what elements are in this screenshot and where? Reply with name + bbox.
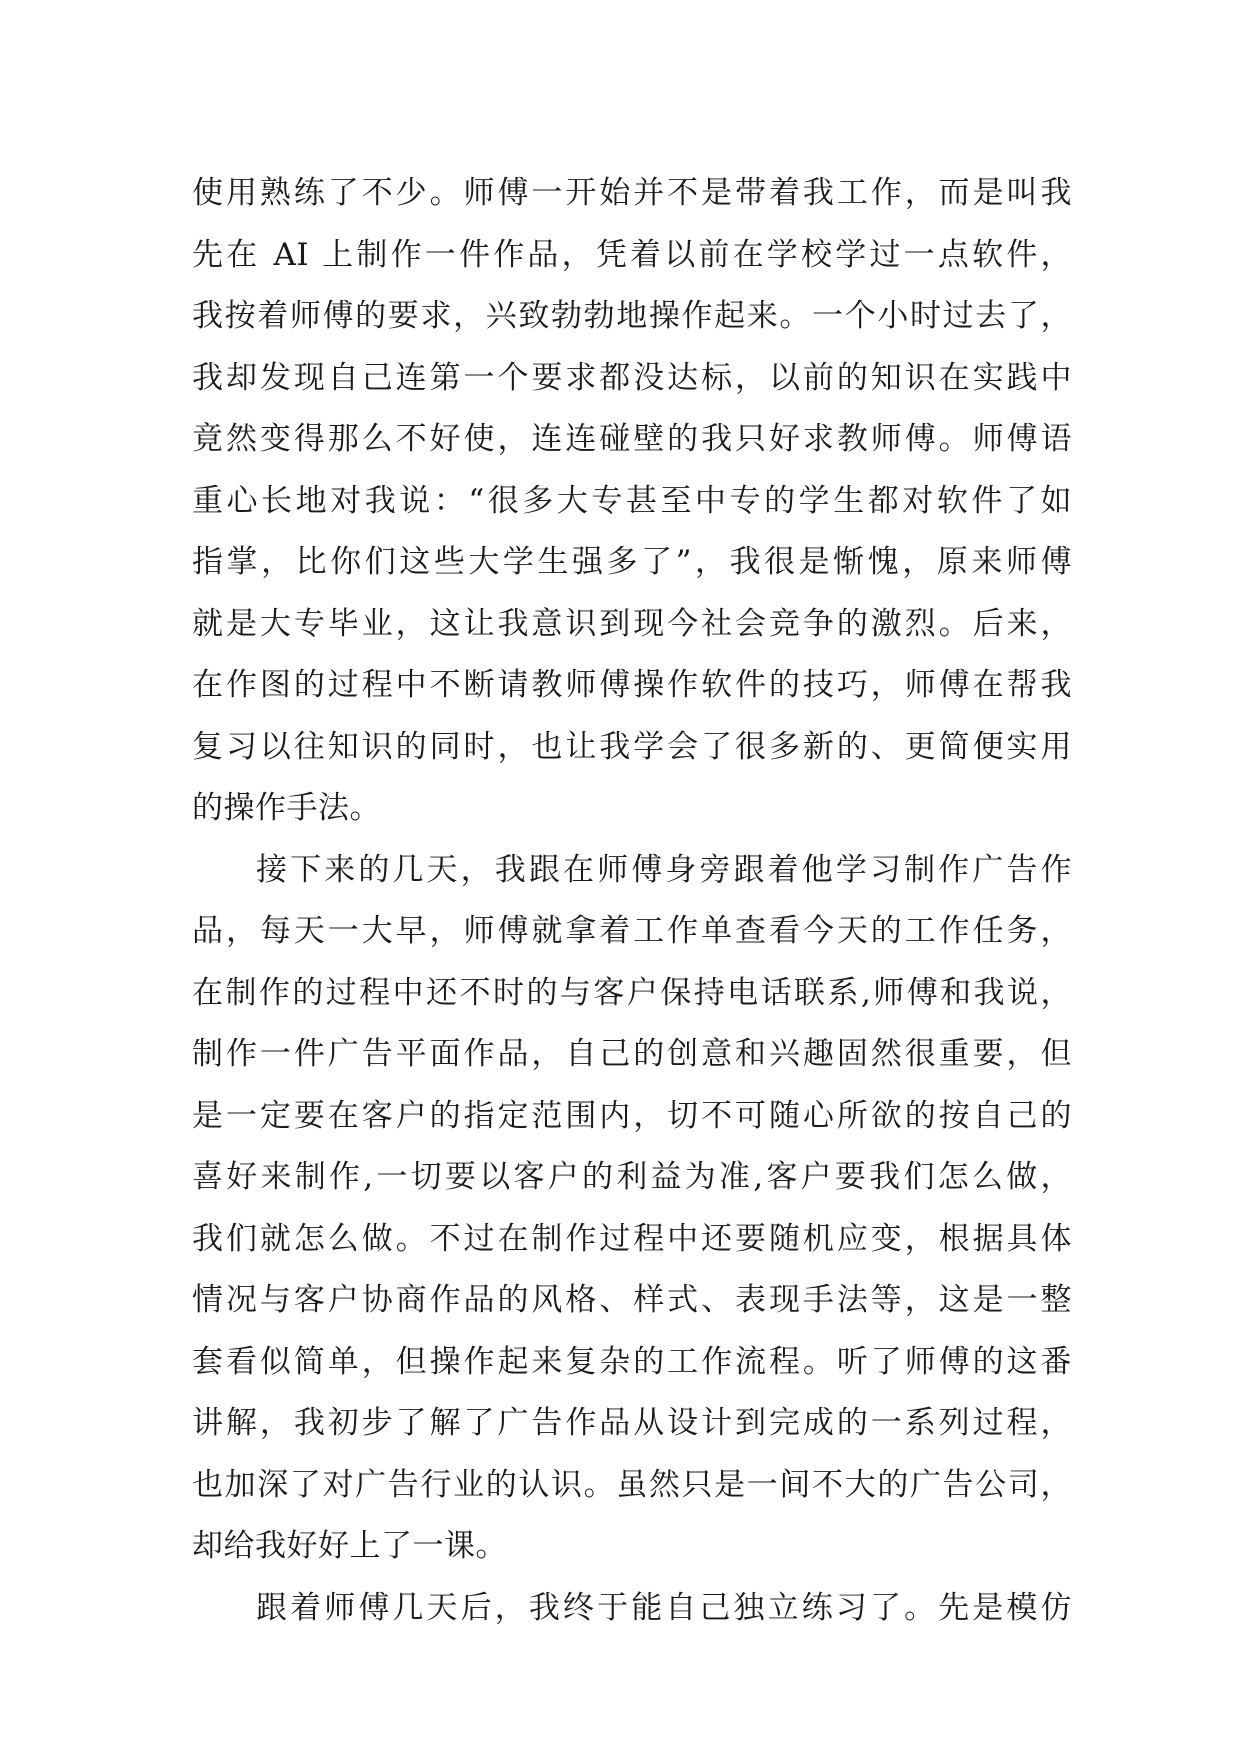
text-line: 在制作的过程中还不时的与客户保持电话联系,师傅和我说， — [192, 974, 1072, 1011]
text-line: 重心长地对我说：“很多大专甚至中专的学生都对软件了如 — [192, 482, 1072, 519]
text-line: 竟然变得那么不好使，连连碰壁的我只好求教师傅。师傅语 — [192, 421, 1072, 457]
paragraph-first-line: 跟着师傅几天后，我终于能自己独立练习了。先是模仿 — [256, 1589, 1072, 1626]
text-line: 是一定要在客户的指定范围内，切不可随心所欲的按自己的 — [192, 1097, 1072, 1134]
text-line: 品，每天一大早，师傅就拿着工作单查看今天的工作任务， — [192, 913, 1072, 949]
text-line: 使用熟练了不少。师傅一开始并不是带着我工作，而是叫我 — [192, 175, 1072, 211]
text-line: 先在 AI 上制作一件作品，凭着以前在学校学过一点软件， — [192, 236, 1072, 273]
text-line: 在作图的过程中不断请教师傅操作软件的技巧，师傅在帮我 — [192, 667, 1072, 703]
text-line: 复习以往知识的同时，也让我学会了很多新的、更简便实用 — [192, 728, 1072, 765]
text-line: 就是大专毕业，这让我意识到现今社会竞争的激烈。后来， — [192, 605, 1072, 642]
body-text — [192, 163, 1072, 1639]
text-line: 套看似简单，但操作起来复杂的工作流程。听了师傅的这番 — [192, 1343, 1072, 1380]
text-line: 讲解，我初步了解了广告作品从设计到完成的一系列过程， — [192, 1405, 1072, 1441]
text-line: 也加深了对广告行业的认识。虽然只是一间不大的广告公司， — [192, 1466, 1072, 1503]
text-line: 情况与客户协商作品的风格、样式、表现手法等，这是一整 — [192, 1282, 1072, 1318]
text-line: 喜好来制作,一切要以客户的利益为准,客户要我们怎么做， — [192, 1159, 1072, 1195]
text-line: 我却发现自己连第一个要求都没达标，以前的知识在实践中 — [192, 359, 1072, 396]
text-line: 却给我好好上了一课。 — [192, 1528, 507, 1564]
text-line: 制作一件广告平面作品，自己的创意和兴趣固然很重要，但 — [192, 1036, 1072, 1072]
text-line: 我们就怎么做。不过在制作过程中还要随机应变，根据具体 — [192, 1220, 1072, 1257]
text-line: 我按着师傅的要求，兴致勃勃地操作起来。一个小时过去了， — [192, 298, 1072, 334]
text-line: 的操作手法。 — [192, 790, 381, 826]
paragraph-first-line: 接下来的几天，我跟在师傅身旁跟着他学习制作广告作 — [256, 851, 1072, 888]
text-line: 指掌，比你们这些大学生强多了”，我很是惭愧，原来师傅 — [192, 544, 1072, 580]
